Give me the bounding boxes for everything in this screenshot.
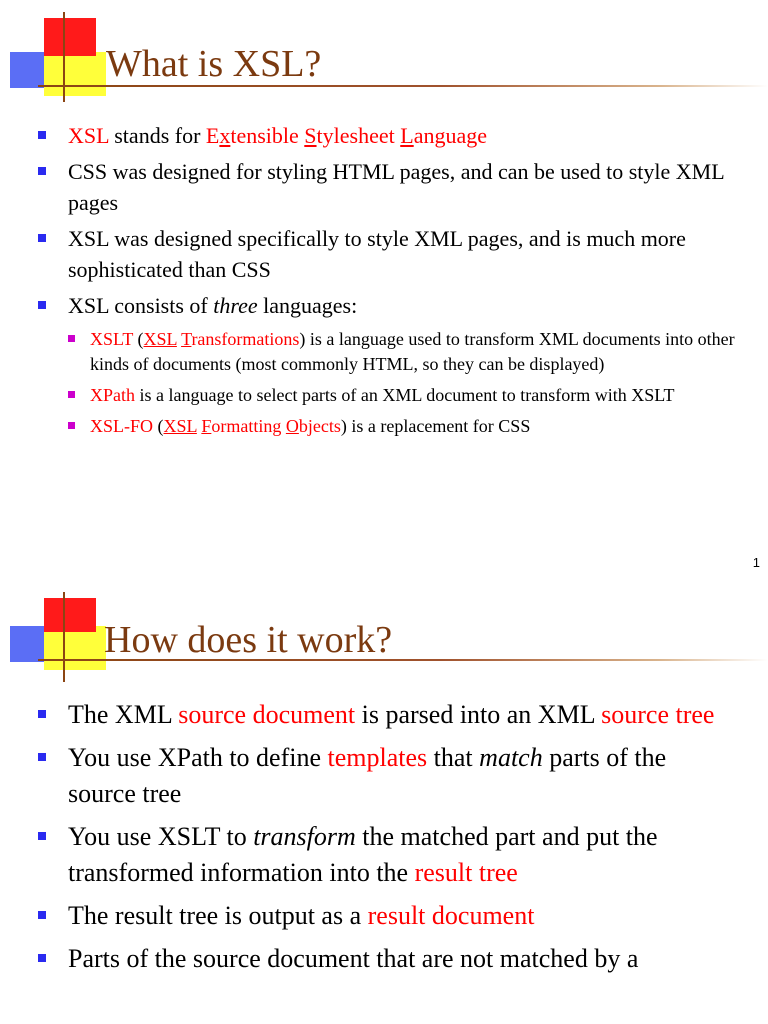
sub-bullet-list bbox=[68, 327, 738, 439]
text: XSL was designed specifically to style XML pages, and is much more sophisticated than CSS bbox=[68, 226, 686, 282]
bullet-list bbox=[38, 120, 738, 445]
slide-title: How does it work? bbox=[104, 619, 393, 661]
bullet-icon bbox=[38, 131, 46, 139]
text: ormatting bbox=[211, 416, 286, 436]
bullet-icon bbox=[38, 954, 46, 962]
decor-yellow-square bbox=[44, 52, 106, 96]
text: three bbox=[213, 293, 258, 318]
text: F bbox=[201, 416, 212, 436]
bullet-icon bbox=[38, 167, 46, 175]
text: L bbox=[400, 123, 414, 148]
decor-yellow-square bbox=[44, 626, 106, 670]
text: You use XSLT to bbox=[68, 822, 254, 851]
sub-bullet-icon bbox=[68, 422, 75, 429]
list-item bbox=[38, 697, 738, 733]
text: S bbox=[304, 123, 317, 148]
text: tylesheet bbox=[316, 123, 401, 148]
list-item bbox=[38, 740, 738, 812]
decor-vertical-line bbox=[63, 592, 65, 682]
list-item bbox=[38, 941, 738, 977]
term-xslt: XSLT bbox=[90, 329, 134, 349]
text: XSL consists of bbox=[68, 293, 214, 318]
bullet-list bbox=[38, 697, 738, 984]
text: ) is a language used to transform XML documents into other kinds of documents (most commonly HTML, so they can be displayed) bbox=[90, 329, 735, 374]
bullet-icon bbox=[38, 234, 46, 242]
list-item bbox=[38, 156, 738, 218]
bullet-icon bbox=[38, 911, 46, 919]
bullet-icon bbox=[38, 710, 46, 718]
text: parts of the source tree bbox=[68, 743, 667, 808]
text: result tree bbox=[414, 858, 518, 887]
text: O bbox=[285, 416, 299, 436]
page-number: 1 bbox=[752, 555, 760, 570]
term-xsl: XSL bbox=[68, 123, 109, 148]
text: match bbox=[479, 743, 543, 772]
text: T bbox=[181, 329, 192, 349]
bullet-icon bbox=[38, 301, 46, 309]
text: ) is a replacement for CSS bbox=[340, 416, 531, 436]
text: bjects bbox=[298, 416, 341, 436]
text: transform bbox=[253, 822, 356, 851]
text: source document bbox=[178, 700, 356, 729]
sub-list-item bbox=[68, 383, 738, 408]
list-item bbox=[38, 290, 738, 439]
sub-list-item bbox=[68, 327, 738, 377]
text: CSS was designed for styling HTML pages, and can be used to style XML pages bbox=[68, 159, 724, 215]
sub-list-item bbox=[68, 414, 738, 439]
text: E bbox=[205, 123, 220, 148]
list-item bbox=[38, 819, 738, 891]
text: languages: bbox=[257, 293, 358, 318]
list-item bbox=[38, 223, 738, 285]
text: XSL bbox=[143, 329, 177, 349]
term-xsl-fo: XSL-FO bbox=[90, 416, 154, 436]
slide-2 bbox=[0, 590, 768, 1024]
text: You use XPath to define bbox=[68, 743, 328, 772]
list-item bbox=[38, 898, 738, 934]
text: source tree bbox=[601, 700, 715, 729]
text: anguage bbox=[413, 123, 487, 148]
slide-title: What is XSL? bbox=[106, 43, 322, 85]
text: is parsed into an XML bbox=[355, 700, 602, 729]
bullet-icon bbox=[38, 832, 46, 840]
text: ( bbox=[153, 416, 164, 436]
text: ransformations bbox=[191, 329, 300, 349]
text: tensible bbox=[230, 123, 305, 148]
decor-red-square bbox=[44, 18, 96, 56]
text: the matched part and put the transformed information into the bbox=[68, 822, 658, 887]
text: Parts of the source document that are not matched by a bbox=[68, 944, 639, 973]
text: XSL bbox=[163, 416, 197, 436]
sub-bullet-icon bbox=[68, 335, 75, 342]
text: The result tree is output as a bbox=[68, 901, 368, 930]
bullet-icon bbox=[38, 753, 46, 761]
sub-bullet-icon bbox=[68, 391, 75, 398]
text: result document bbox=[367, 901, 535, 930]
text: is a language to select parts of an XML document to transform with XSLT bbox=[135, 385, 675, 405]
text: ( bbox=[133, 329, 144, 349]
text: The XML bbox=[68, 700, 179, 729]
term-xpath: XPath bbox=[90, 385, 135, 405]
text: templates bbox=[327, 743, 428, 772]
decor-vertical-line bbox=[63, 12, 65, 102]
text: x bbox=[219, 123, 231, 148]
text: that bbox=[427, 743, 480, 772]
text: stands for bbox=[108, 123, 206, 148]
decor-red-square bbox=[44, 598, 96, 632]
list-item bbox=[38, 120, 738, 151]
